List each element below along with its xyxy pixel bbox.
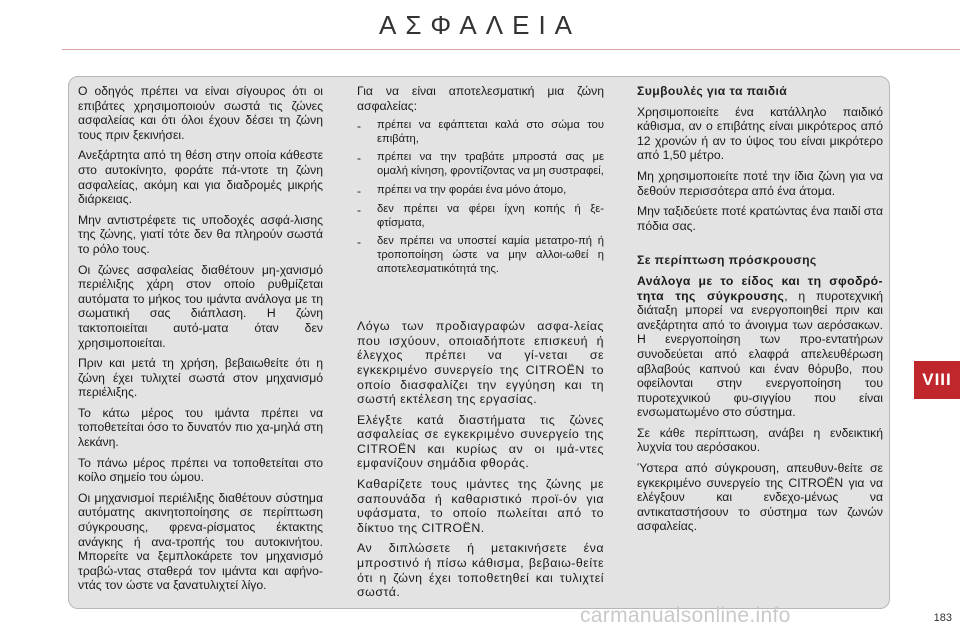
lead-bold-text: Ανάλογα με το είδος και τη σφοδρό-τητα της σύγκρουσης [637,273,883,303]
list-item [357,203,604,230]
paragraph: Μην αντιστρέφετε τις υποδοχές ασφά-λισης της ζώνης, γιατί τότε δεν θα πληρούν σωστά το ρόλο τους. [78,212,323,256]
paragraph: Αν διπλώσετε ή μετακινήσετε ένα μπροστινό ή πίσω κάθισμα, βεβαιω-θείτε ότι η ζώνη έχει τοποθετηθεί και τυλιχτεί σωστά. [357,541,604,600]
list-item-text: πρέπει να εφάπτεται καλά στο σώμα του επιβάτη, [377,119,604,145]
section-heading-children: Συμβουλές για τα παιδιά [637,84,788,98]
column-right [637,84,883,540]
paragraph: Οι ζώνες ασφαλείας διαθέτουν μη-χανισμό περιέλιξης χάρη στον οποίο ρυθμίζεται αυτόματα το μήκος του ιμάντα ανάλογα με τη σωματική σας διάπλαση. Η ζώνη τακτοποιείται αυτό-ματα όταν δεν χρησιμοποιείται. [78,262,323,350]
page-title: ΑΣΦΑΛΕΙΑ [378,10,582,40]
paragraph: Σε κάθε περίπτωση, ανάβει η ενδεικτική λυχνία του αερόσακου. [637,425,883,455]
list-item-text: δεν πρέπει να φέρει ίχνη κοπής ή ξε-φτίσματα, [377,203,604,229]
title-divider [62,49,960,50]
paragraph: Ο οδηγός πρέπει να είναι σίγουρος ότι οι επιβάτες χρησιμοποιούν σωστά τις ζώνες ασφαλείας και ότι όλοι έχουν δέσει τη ζώνη τους πριν ξεκινήσει. [78,84,323,142]
paragraph: Ύστερα από σύγκρουση, απευθυν-θείτε σε εγκεκριμένο συνεργείο της CITROËN για να ελέγξουν και ενδεχο-μένως να αντικαταστήσουν το σύστημα των ζωνών ασφαλείας. [637,461,883,534]
paragraph: Ελέγξτε κατά διαστήματα τις ζώνες ασφαλείας σε εγκεκριμένο συνεργείο της CITROËN και κυρίως αν οι ιμά-ντες εμφανίζουν σημάδια φθοράς. [357,412,604,471]
column-left [78,84,323,599]
bullet-marker: - [357,183,362,198]
list-item-text: πρέπει να την τραβάτε μπροστά σας με ομαλή κίνηση, φροντίζοντας να μη συστραφεί, [377,151,604,177]
chapter-tab: VIII [914,361,960,399]
paragraph: Πριν και μετά τη χρήση, βεβαιωθείτε ότι η ζώνη έχει τυλιχτεί σωστά στον μηχανισμό περιέλιξης. [78,356,323,400]
bullet-marker: - [357,151,362,166]
paragraph [637,274,883,420]
column-middle [357,84,604,606]
intro-text: Για να είναι αποτελεσματική μια ζώνη ασφαλείας: [357,84,604,113]
bullet-marker: - [357,235,362,250]
list-item [357,235,604,276]
list-item [357,151,604,178]
list-item [357,119,604,146]
spacer [357,281,604,319]
paragraph: Ανεξάρτητα από τη θέση στην οποία κάθεστε στο αυτοκίνητο, φοράτε πά-ντοτε τη ζώνη ασφαλείας, ακόμη και για διαδρομές μικρής διάρκειας. [78,148,323,207]
list-item [357,184,604,199]
paragraph: Καθαρίζετε τους ιμάντες της ζώνης με σαπουνάδα ή καθαριστικό προϊ-όν για υφάσματα, το οποίο πωλείται από το δίκτυο της CITROËN. [357,477,604,535]
paragraph: Χρησιμοποιείτε ένα κατάλληλο παιδικό κάθισμα, αν ο επιβάτης είναι μικρότερος από 12 χρονών ή αν το ύψος του είναι μικρότερο από 1,50 μέτρο. [637,104,883,163]
bullet-marker: - [357,203,362,218]
lead-text: , η πυροτεχνική διάταξη μπορεί να ενεργοποιηθεί πριν και ανεξάρτητα από το άνοιγμα των αερόσακων. Η ενεργοποίηση των προ-εντατήρων συνοδεύεται από ελαφρά απελευθέρωση αβλαβούς καπνού και έναν θόρυβο, που οφείλονται στην ενεργοποίηση του πυροτεχνικού φυ-σιγγίου που είναι ενσωματωμένο στο σύστημα. [637,288,883,420]
bullet-marker: - [357,119,362,134]
page-number: 183 [933,612,952,624]
paragraph: Το κάτω μέρος του ιμάντα πρέπει να τοποθετείται όσο το δυνατόν πιο χα-μηλά στη λεκάνη. [78,405,323,450]
list-item-text: πρέπει να την φοράει ένα μόνο άτομο, [377,183,567,196]
paragraph: Λόγω των προδιαγραφών ασφα-λείας που ισχύουν, οποιαδήποτε επισκευή ή έλεγχος πρέπει να γί-νεται σε εγκεκριμένο συνεργείο της CITROËN το οποίο διασφαλίζει την εγγύηση και τη σωστή εκτέλεση της εργασίας. [357,319,604,407]
section-heading-collision: Σε περίπτωση πρόσκρουσης [637,253,817,268]
paragraph: Οι μηχανισμοί περιέλιξης διαθέτουν σύστημα αυτόματης ακινητοποίησης σε περίπτωση σύγκρουσης, φρενα-ρίσματος έκτακτης ανάγκης ή ανα-τροπής του αυτοκινήτου. Μπορείτε να ξεμπλοκάρετε τον μηχανισμό τραβώ-ντας σταθερά τον ιμάντα και αφήνο-ντάς τον ώστε να ξανατυλιχτεί λίγο. [78,490,323,593]
list-item-text: δεν πρέπει να υποστεί καμία μετατρο-πή ή τροποποίηση ώστε να μην αλλοι-ωθεί η αποτελεσματικότητά της. [377,235,604,275]
watermark: carmanualsonline.info [580,604,791,627]
paragraph: Το πάνω μέρος πρέπει να τοποθετείται στο κοίλο σημείο του ώμου. [78,455,323,485]
paragraph: Μη χρησιμοποιείτε ποτέ την ίδια ζώνη για να δεθούν περισσότερα από ένα άτομα. [637,168,883,198]
paragraph: Μην ταξιδεύετε ποτέ κρατώντας ένα παιδί στα πόδια σας. [637,204,883,233]
